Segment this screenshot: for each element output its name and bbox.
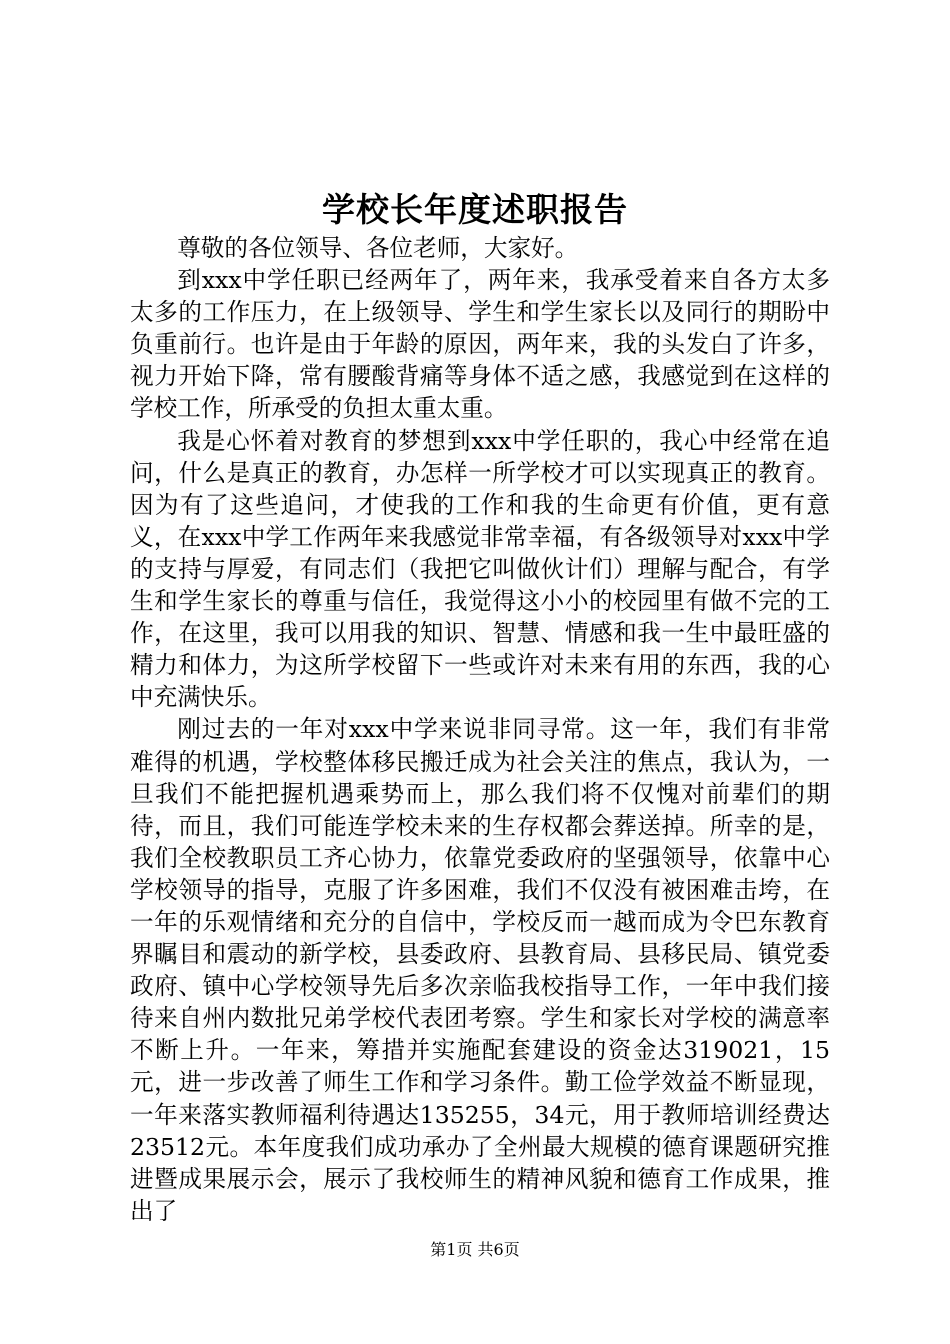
document-title: 学校长年度述职报告: [322, 190, 628, 229]
paragraph-past-year: 刚过去的一年对xxx中学来说非同寻常。这一年，我们有非常难得的机遇，学校整体移民搬迁成为社会关注的焦点，我认为，一旦我们不能把握机遇乘势而上，那么我们将不仅愧对前辈们的期待，而且，我们可能连学校未来的生存权都会葬送掉。所幸的是，我们全校教职员工齐心协力，依靠党委政府的坚强领导，依靠中心学校领导的指导，克服了许多困难，我们不仅没有被困难击垮，在一年的乐观情绪和充分的自信中，学校反而一越而成为令巴东教育界瞩目和震动的新学校，县委政府、县教育局、县移民局、镇党委政府、镇中心学校领导先后多次亲临我校指导工作，一年中我们接待来自州内数批兄弟学校代表团考察。学生和家长对学校的满意率不断上升。一年来，筹措并实施配套建设的资金达319021，15元，进一步改善了师生工作和学习条件。勤工俭学效益不断显现，一年来落实教师福利待遇达135255，34元，用于教师培训经费达23512元。本年度我们成功承办了全州最大规模的德育课题研究推进暨成果展示会，展示了我校师生的精神风貌和德育工作成果，推出了: [130, 715, 830, 1225]
paragraph-greeting: 尊敬的各位领导、各位老师，大家好。: [177, 234, 579, 262]
paragraph-dream: 我是心怀着对教育的梦想到xxx中学任职的，我心中经常在追问，什么是真正的教育，办怎样一所学校才可以实现真正的教育。因为有了这些追问，才使我的工作和我的生命更有价值，更有意义，在xxx中学工作两年来我感觉非常幸福，有各级领导对xxx中学的支持与厚爱，有同志们（我把它叫做伙计们）理解与配合，有学生和学生家长的尊重与信任，我觉得这小小的校园里有做不完的工作，在这里，我可以用我的知识、智慧、情感和我一生中最旺盛的精力和体力，为这所学校留下一些或许对未来有用的东西，我的心中充满快乐。: [130, 426, 830, 712]
paragraph-tenure: 到xxx中学任职已经两年了，两年来，我承受着来自各方太多太多的工作压力，在上级领导、学生和学生家长以及同行的期盼中负重前行。也许是由于年龄的原因，两年来，我的头发白了许多，视力开始下降，常有腰酸背痛等身体不适之感，我感觉到在这样的学校工作，所承受的负担太重太重。: [130, 266, 830, 423]
document-body: [130, 232, 830, 1227]
page-number-footer: 第1页 共6页: [430, 1240, 520, 1259]
